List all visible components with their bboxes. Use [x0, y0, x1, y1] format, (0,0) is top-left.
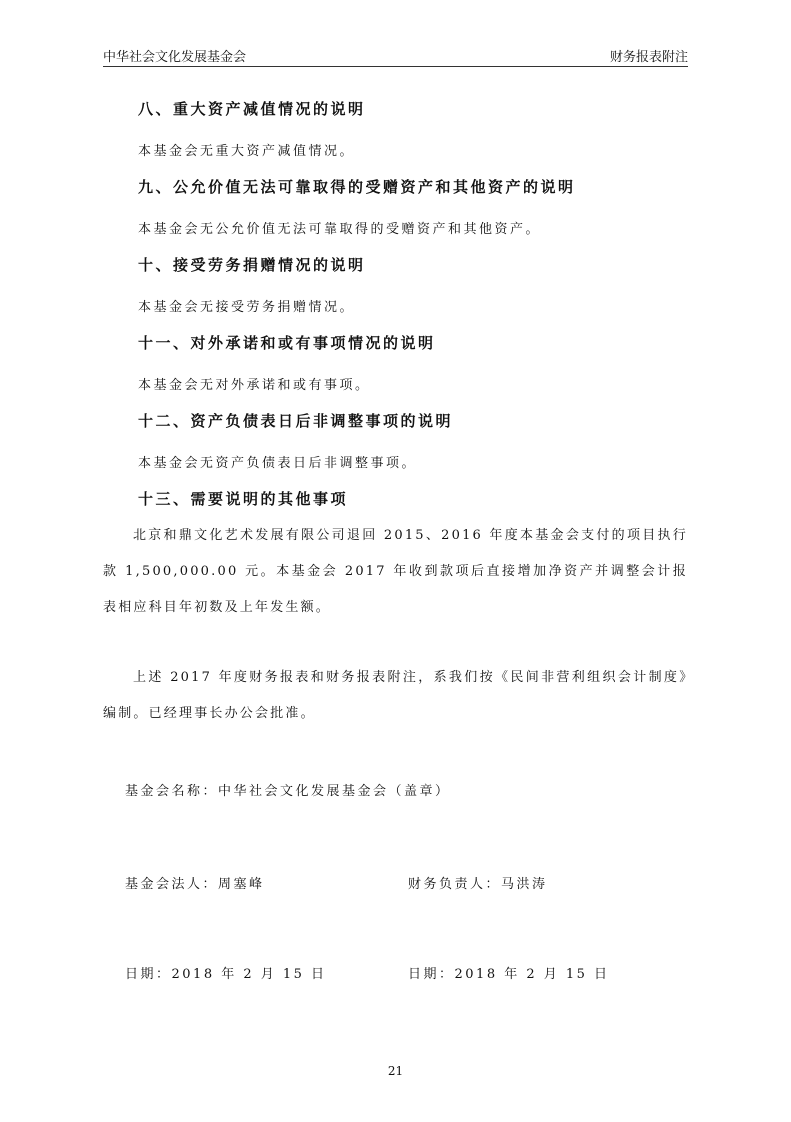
section-13-body	[103, 518, 688, 626]
section-heading: 十二、资产负债表日后非调整事项的说明	[138, 412, 454, 430]
section-heading: 九、公允价值无法可靠取得的受赠资产和其他资产的说明	[138, 178, 576, 196]
other-matter-paragraph: 北京和鼎文化艺术发展有限公司退回 2015、2016 年度本基金会支付的项目执行款 1,500,000.00 元。本基金会 2017 年收到款项后直接增加净资产并调整会计报表相应科目年初数及上年发生额。	[103, 528, 688, 615]
section-12	[103, 410, 688, 431]
date-right: 日期：2018 年 2 月 15 日	[408, 967, 610, 982]
finance-head: 财务负责人：马洪涛	[408, 877, 548, 892]
section-13	[103, 488, 688, 509]
section-8	[103, 98, 688, 119]
section-12-body	[103, 452, 688, 471]
header-org-name: 中华社会文化发展基金会	[103, 50, 247, 65]
section-10-body	[103, 296, 688, 315]
org-name-line: 基金会名称：中华社会文化发展基金会（盖章）	[125, 784, 451, 799]
section-body: 本基金会无重大资产减值情况。	[138, 144, 356, 159]
closing-paragraph: 上述 2017 年度财务报表和财务报表附注，系我们按《民间非营利组织会计制度》编制。已经理事长办公会批准。	[103, 670, 688, 721]
section-heading: 八、重大资产减值情况的说明	[138, 100, 366, 118]
section-8-body	[103, 140, 688, 159]
section-heading: 十三、需要说明的其他事项	[138, 490, 349, 508]
section-body: 本基金会无对外承诺和或有事项。	[138, 378, 371, 393]
date-left: 日期：2018 年 2 月 15 日	[125, 967, 327, 982]
header-doc-title: 财务报表附注	[609, 50, 688, 65]
section-11	[103, 332, 688, 353]
section-heading: 十一、对外承诺和或有事项情况的说明	[138, 334, 436, 352]
section-body: 本基金会无资产负债表日后非调整事项。	[138, 456, 418, 471]
section-body: 本基金会无接受劳务捐赠情况。	[138, 300, 356, 315]
closing-block	[103, 660, 688, 732]
page-header	[103, 44, 688, 67]
section-10	[103, 254, 688, 275]
section-heading: 十、接受劳务捐赠情况的说明	[138, 256, 366, 274]
section-9	[103, 176, 688, 197]
page-number: 21	[387, 1064, 404, 1078]
section-body: 本基金会无公允价值无法可靠取得的受赠资产和其他资产。	[138, 222, 542, 237]
legal-representative: 基金会法人：周塞峰	[125, 877, 265, 892]
section-11-body	[103, 374, 688, 393]
section-9-body	[103, 218, 688, 237]
